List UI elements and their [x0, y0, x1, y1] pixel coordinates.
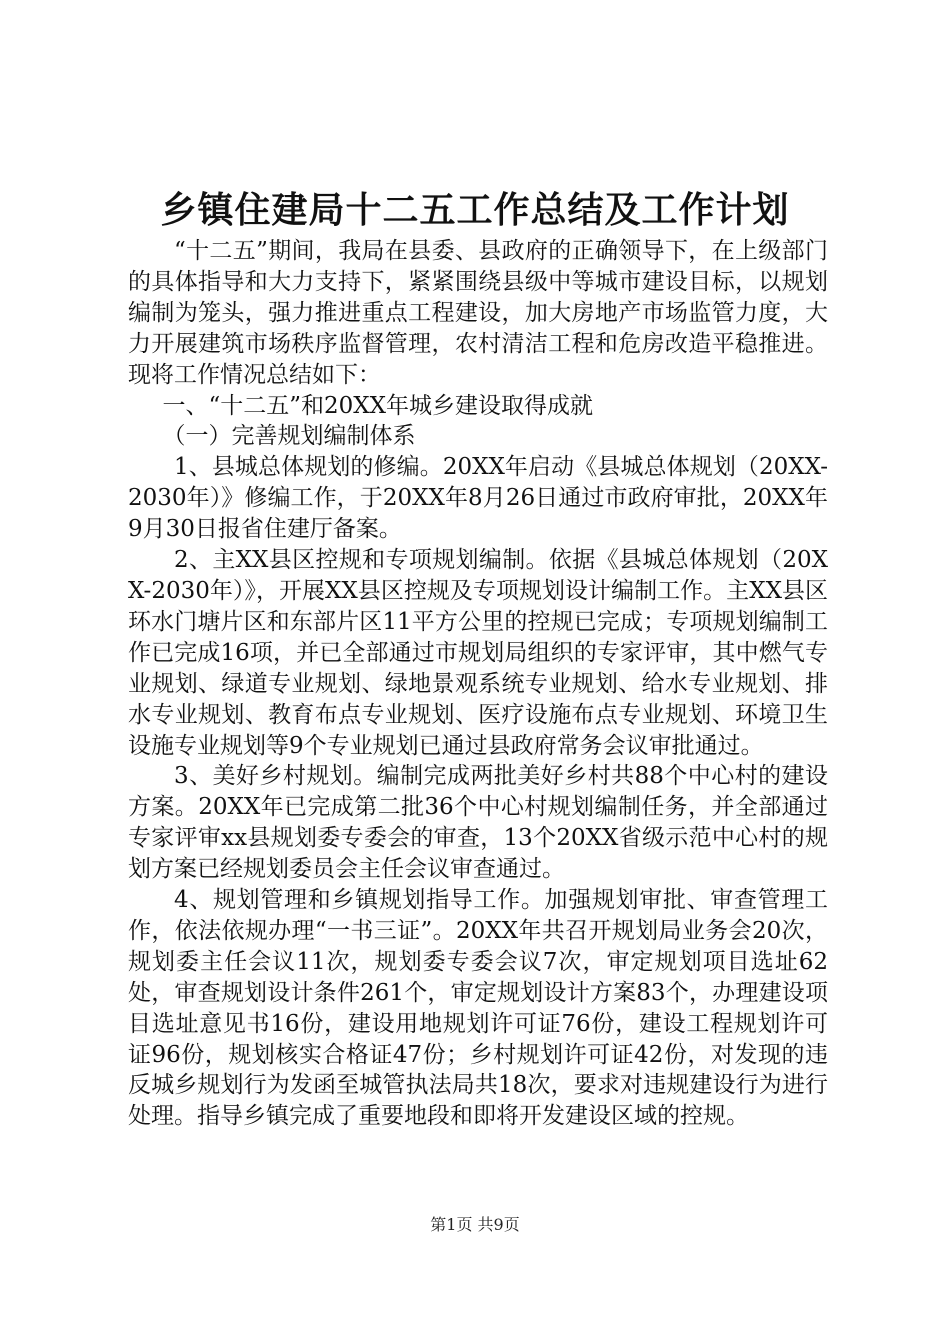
section-heading-1: 一、“十二五”和20XX年城乡建设取得成就: [162, 392, 594, 419]
subsection-heading-1: （一）完善规划编制体系: [162, 423, 416, 450]
document-title: 乡镇住建局十二五工作总结及工作计划: [160, 189, 790, 231]
document-body: [128, 236, 828, 1132]
page-number-footer: 第1页 共9页: [430, 1215, 520, 1234]
paragraph-item-3: 3、美好乡村规划。编制完成两批美好乡村共88个中心村的建设方案。20XX年已完成第二批36个中心村规划编制任务，并全部通过专家评审xx县规划委专委会的审查，13个20XX省级示范中心村的规划方案已经规划委员会主任会议审查通过。: [128, 763, 828, 883]
paragraph-item-2: 2、主XX县区控规和专项规划编制。依据《县城总体规划（20XX-2030年）》，开展XX县区控规及专项规划设计编制工作。主XX县区环水门塘片区和东部片区11平方公里的控规已完成；专项规划编制工作已完成16项，并已全部通过市规划局组织的专家评审，其中燃气专业规划、绿道专业规划、绿地景观系统专业规划、给水专业规划、排水专业规划、教育布点专业规划、医疗设施布点专业规划、环境卫生设施专业规划等9个专业规划已通过县政府常务会议审批通过。: [128, 547, 828, 759]
paragraph-item-1: 1、县城总体规划的修编。20XX年启动《县城总体规划（20XX-2030年）》修编工作，于20XX年8月26日通过市政府审批，20XX年9月30日报省住建厅备案。: [128, 454, 828, 543]
paragraph-item-4: 4、规划管理和乡镇规划指导工作。加强规划审批、审查管理工作，依法依规办理“一书三证”。20XX年共召开规划局业务会20次，规划委主任会议11次，规划委专委会议7次，审定规划项目选址62处，审查规划设计条件261个，审定规划设计方案83个，办理建设项目选址意见书16份，建设用地规划许可证76份，建设工程规划许可证96份，规划核实合格证47份；乡村规划许可证42份，对发现的违反城乡规划行为发函至城管执法局共18次，要求对违规建设行为进行处理。指导乡镇完成了重要地段和即将开发建设区域的控规。: [128, 887, 828, 1130]
intro-paragraph: “十二五”期间，我局在县委、县政府的正确领导下，在上级部门的具体指导和大力支持下，紧紧围绕县级中等城市建设目标，以规划编制为笼头，强力推进重点工程建设，加大房地产市场监管力度，大力开展建筑市场秩序监督管理，农村清洁工程和危房改造平稳推进。现将工作情况总结如下：: [128, 238, 828, 388]
